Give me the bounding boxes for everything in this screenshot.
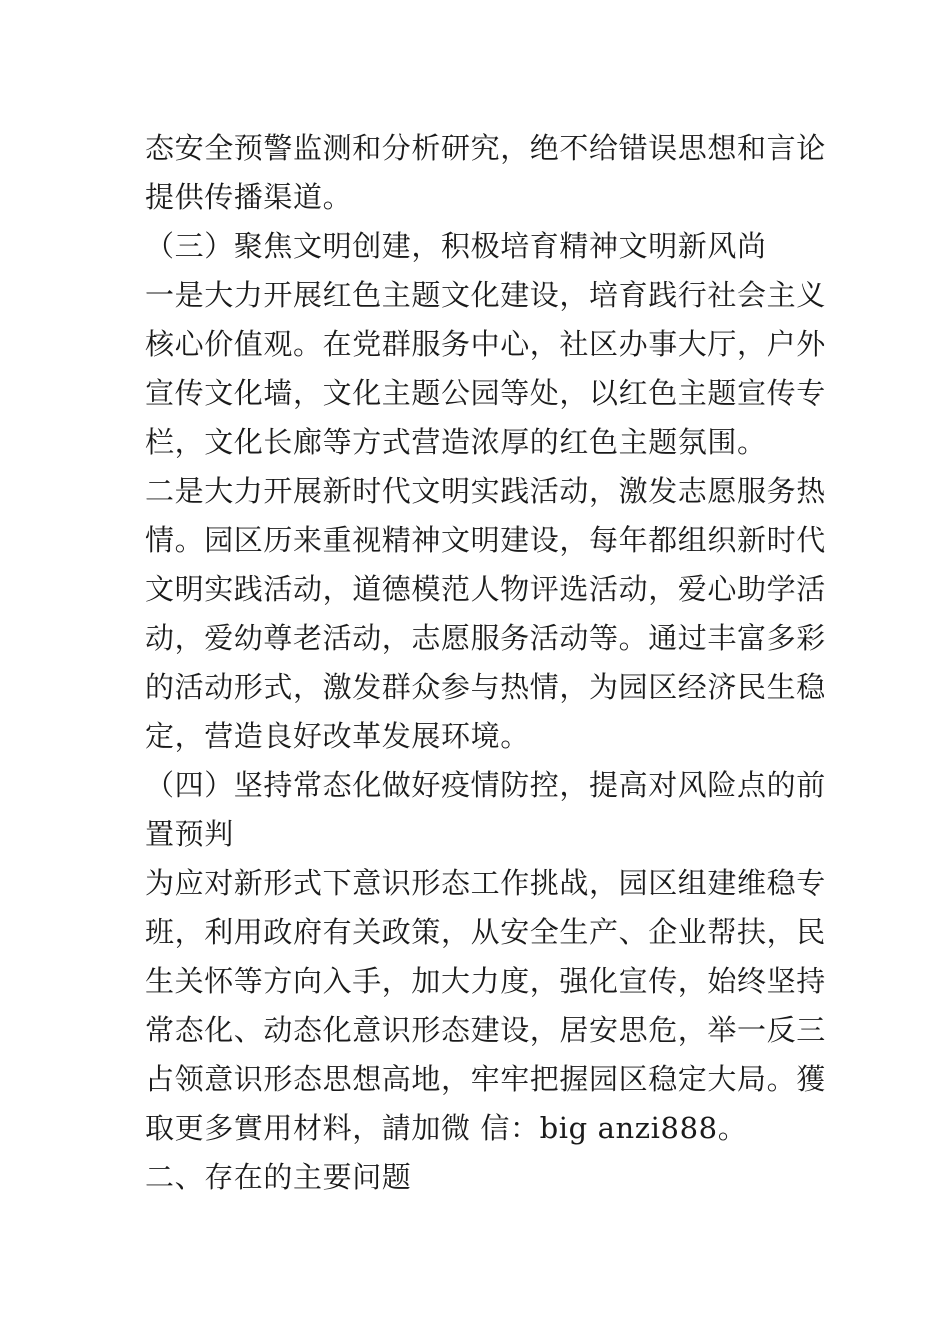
text-line: 取更多實用材料，請加微 信：big anzi888。 bbox=[145, 1111, 748, 1145]
text-line: 定，营造良好改革发展环境。 bbox=[145, 719, 530, 753]
text-line: 班，利用政府有关政策，从安全生产、企业帮扶，民 bbox=[145, 915, 826, 949]
heading-line: 二、存在的主要问题 bbox=[145, 1160, 412, 1194]
section-heading-three bbox=[145, 222, 807, 271]
section-heading-four bbox=[145, 761, 826, 859]
heading-line: 置预判 bbox=[145, 817, 234, 851]
paragraph-continuation bbox=[145, 124, 826, 222]
heading-line: （四）坚持常态化做好疫情防控，提高对风险点的前 bbox=[145, 768, 826, 802]
text-line: 二是大力开展新时代文明实践活动，激发志愿服务热 bbox=[145, 474, 826, 508]
text-line: 文明实践活动，道德模范人物评选活动，爱心助学活 bbox=[145, 572, 826, 606]
document-page bbox=[145, 124, 826, 1202]
heading-line: （三）聚焦文明创建，积极培育精神文明新风尚 bbox=[145, 229, 767, 263]
text-line: 生关怀等方向入手，加大力度，强化宣传，始终坚持 bbox=[145, 964, 826, 998]
paragraph-stability bbox=[145, 859, 826, 1153]
text-line: 情。园区历来重视精神文明建设，每年都组织新时代 bbox=[145, 523, 826, 557]
text-line: 占领意识形态思想高地，牢牢把握园区稳定大局。獲 bbox=[145, 1062, 826, 1096]
text-line: 宣传文化墙，文化主题公园等处，以红色主题宣传专 bbox=[145, 376, 826, 410]
text-line: 为应对新形式下意识形态工作挑战，园区组建维稳专 bbox=[145, 866, 826, 900]
text-line: 动，爱幼尊老活动，志愿服务活动等。通过丰富多彩 bbox=[145, 621, 826, 655]
section-heading-main-problems bbox=[145, 1153, 807, 1202]
text-line: 的活动形式，激发群众参与热情，为园区经济民生稳 bbox=[145, 670, 826, 704]
text-line: 核心价值观。在党群服务中心，社区办事大厅，户外 bbox=[145, 327, 826, 361]
paragraph-red-culture bbox=[145, 271, 826, 467]
text-line: 栏，文化长廊等方式营造浓厚的红色主题氛围。 bbox=[145, 425, 767, 459]
text-line: 态安全预警监测和分析研究，绝不给错误思想和言论 bbox=[145, 131, 826, 165]
text-line: 常态化、动态化意识形态建设，居安思危，举一反三 bbox=[145, 1013, 826, 1047]
paragraph-civilization-practice bbox=[145, 467, 826, 761]
text-line: 提供传播渠道。 bbox=[145, 180, 353, 214]
text-line: 一是大力开展红色主题文化建设，培育践行社会主义 bbox=[145, 278, 826, 312]
